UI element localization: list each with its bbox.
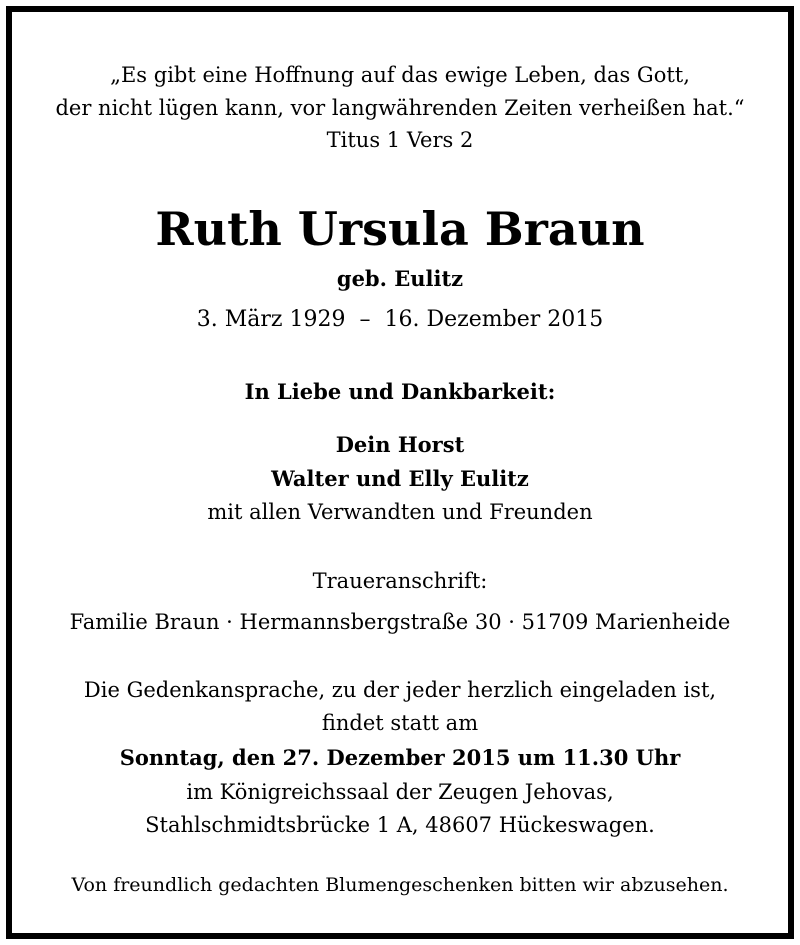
service-line-2: findet statt am bbox=[321, 711, 479, 735]
life-dates bbox=[12, 307, 788, 332]
service-venue-address: Stahlschmidtsbrücke 1 A, 48607 Hückeswagen. bbox=[145, 813, 655, 837]
mourner-line-3: mit allen Verwandten und Freunden bbox=[207, 500, 593, 524]
service-venue: im Königreichssaal der Zeugen Jehovas, bbox=[186, 780, 614, 804]
verse-reference: Titus 1 Vers 2 bbox=[326, 128, 474, 152]
notice-border bbox=[6, 6, 794, 939]
service-date-time: Sonntag, den 27. Dezember 2015 um 11.30 Uhr bbox=[119, 745, 681, 770]
service-line-1: Die Gedenkansprache, zu der jeder herzlich eingeladen ist, bbox=[83, 678, 717, 702]
verse-line-1: „Es gibt eine Hoffnung auf das ewige Leben, das Gott, bbox=[110, 63, 690, 87]
deceased-name: Ruth Ursula Braun bbox=[155, 202, 645, 256]
verse-line-2: der nicht lügen kann, vor langwährenden Zeiten verheißen hat.“ bbox=[55, 96, 745, 120]
mourner-line-2: Walter und Elly Eulitz bbox=[271, 466, 529, 491]
birth-date: 3. März 1929 bbox=[196, 307, 346, 332]
death-date: 16. Dezember 2015 bbox=[384, 307, 604, 332]
date-separator: – bbox=[359, 307, 371, 332]
address-line: Familie Braun · Hermannsbergstraße 30 · 51709 Marienheide bbox=[69, 610, 731, 634]
mourners-heading: In Liebe und Dankbarkeit: bbox=[244, 379, 556, 404]
maiden-name: geb. Eulitz bbox=[336, 266, 464, 291]
obituary-notice bbox=[12, 12, 788, 933]
mourner-line-1: Dein Horst bbox=[335, 432, 465, 457]
flowers-note: Von freundlich gedachten Blumengeschenken bitten wir abzusehen. bbox=[71, 874, 729, 896]
address-label: Traueranschrift: bbox=[312, 569, 488, 593]
